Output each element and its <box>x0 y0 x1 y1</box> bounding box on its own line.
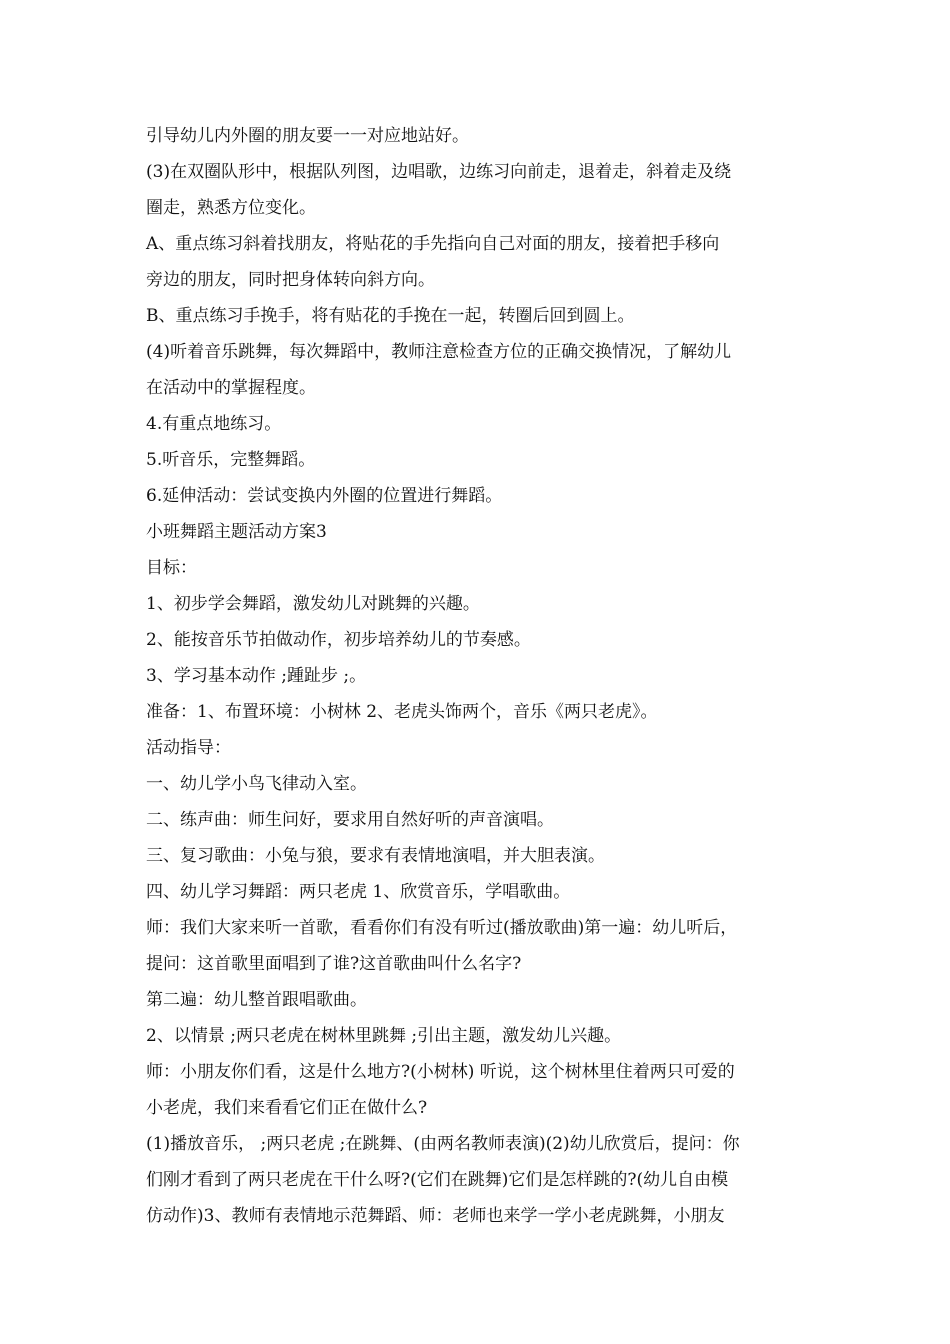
text-line: 引导幼儿内外圈的朋友要一一对应地站好。 <box>146 126 469 146</box>
text-line: B、重点练习手挽手，将有贴花的手挽在一起，转圈后回到圆上。 <box>146 306 635 326</box>
text-line: 准备：1、布置环境：小树林 2、老虎头饰两个，音乐《两只老虎》。 <box>146 702 658 722</box>
text-line: 们刚才看到了两只老虎在干什么呀?(它们在跳舞)它们是怎样跳的?(幼儿自由模 <box>146 1170 729 1190</box>
text-line: 四、幼儿学习舞蹈：两只老虎 1、欣赏音乐，学唱歌曲。 <box>146 882 571 902</box>
text-line: 小老虎，我们来看看它们正在做什么? <box>146 1098 428 1118</box>
section-heading: 小班舞蹈主题活动方案3 <box>146 522 327 542</box>
text-line: 二、练声曲：师生问好，要求用自然好听的声音演唱。 <box>146 810 554 830</box>
text-line: 提问：这首歌里面唱到了谁?这首歌曲叫什么名字? <box>146 954 522 974</box>
text-line: 师：小朋友你们看，这是什么地方?(小树林) 听说，这个树林里住着两只可爱的 <box>146 1062 735 1082</box>
text-line: 活动指导： <box>146 738 231 758</box>
text-line: 1、初步学会舞蹈，激发幼儿对跳舞的兴趣。 <box>146 594 480 614</box>
text-line: 师：我们大家来听一首歌，看看你们有没有听过(播放歌曲)第一遍：幼儿听后， <box>146 918 738 938</box>
text-line: 圈走，熟悉方位变化。 <box>146 198 316 218</box>
text-line: 2、能按音乐节拍做动作，初步培养幼儿的节奏感。 <box>146 630 531 650</box>
text-line: (1)播放音乐， ;两只老虎 ;在跳舞、(由两名教师表演)(2)幼儿欣赏后，提问：你 <box>146 1134 740 1154</box>
text-line: 第二遍：幼儿整首跟唱歌曲。 <box>146 990 367 1010</box>
document-body <box>146 118 826 1234</box>
text-line: (3)在双圈队形中，根据队列图，边唱歌，边练习向前走，退着走，斜着走及绕 <box>146 162 732 182</box>
text-line: 6.延伸活动：尝试变换内外圈的位置进行舞蹈。 <box>146 486 503 506</box>
text-line: 三、复习歌曲：小兔与狼，要求有表情地演唱，并大胆表演。 <box>146 846 605 866</box>
text-line: 3、学习基本动作 ;踵趾步 ;。 <box>146 666 367 686</box>
text-line: 4.有重点地练习。 <box>146 414 282 434</box>
text-line: 在活动中的掌握程度。 <box>146 378 316 398</box>
text-line: 5.听音乐，完整舞蹈。 <box>146 450 316 470</box>
text-line: 仿动作)3、教师有表情地示范舞蹈、师：老师也来学一学小老虎跳舞，小朋友 <box>146 1206 725 1226</box>
text-line: 旁边的朋友，同时把身体转向斜方向。 <box>146 270 435 290</box>
text-line: 目标： <box>146 558 197 578</box>
text-line: A、重点练习斜着找朋友，将贴花的手先指向自己对面的朋友，接着把手移向 <box>146 234 720 254</box>
text-line: 2、以情景 ;两只老虎在树林里跳舞 ;引出主题，激发幼儿兴趣。 <box>146 1026 622 1046</box>
text-line: (4)听着音乐跳舞，每次舞蹈中，教师注意检查方位的正确交换情况，了解幼儿 <box>146 342 732 362</box>
text-line: 一、幼儿学小鸟飞律动入室。 <box>146 774 367 794</box>
